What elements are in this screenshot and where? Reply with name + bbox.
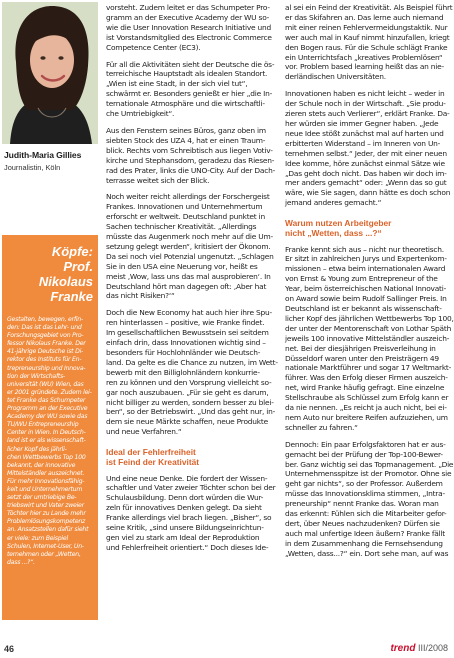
- issue-label: III/2008: [417, 643, 448, 653]
- article-column-2: [285, 3, 454, 566]
- profile-name: Prof. Nikolaus Franke: [38, 259, 93, 304]
- profile-kicker: Köpfe:: [51, 244, 93, 259]
- author-photo: [2, 2, 98, 144]
- paragraph: Aus den Fenstern seines Büros, ganz oben im siebten Stock des UZA 4, hat er einen Traum- blick. Rechts vom Schreibtisch aus liegen Votiv- kirche und Stephansdom, geradezu das Riesen- rad des Prater, links die UNO-City. Auf der Dach- terrasse weitet sich der Blick.: [106, 125, 276, 185]
- paragraph: al sei ein Feind der Kreativität. Als Beispiel führt er das Skifahren an. Das lerne auch niemand mit einer reinen Fehlervermeidungstaktik. Nur wer auch mal in Kauf nimmt hinzufallen, kriegt den Bogen raus. Für die Schule schlägt Franke ein Unterrichtsfach „kreatives Problemlösen“ vor. Problem based learning heißt das an nie- derländischen Universitäten.: [285, 3, 453, 82]
- magazine-logo: trend: [390, 643, 416, 654]
- article-column-1: [106, 3, 278, 560]
- paragraph: Doch die New Economy hat auch hier ihre Spu- ren hinterlassen – positive, wie Franke findet. Im gesellschaftlichen Bewusstsein sei seitdem einfach drin, dass Innovationen wichtig sind – besonders für Hochlohnländer wie Deutsch- land. Da gelte es die Chance zu nutzen, im Wett- bewerb mit den Billiglohnländern konkurrie- ren zu können und den Vorsprung vielleicht so- gar noch auszubauen. „Für sie geht es darum, nicht billiger zu werden, sondern besser zu blei- ben“, so der Betriebswirt. „Und das geht nur, in- dem sie neue Märkte schaffen, neue Produkte und neue Verfahren.“: [106, 308, 278, 437]
- paragraph: Franke kennt sich aus – nicht nur theoretisch. Er sitzt in zahlreichen Jurys und Expertenkom- missionen – etwa beim internationalen Award von Ernst & Young zum Entrepreneur of the Year, beim österreichischen National Innovati- on Award sowie beim Rudolf Sallinger Preis. In Deutschland ist er bekannt als wissenschaft- licher Kopf des jährlichen Wettbewerbs Top 100, der unter der Mentorenschaft von Lothar Späth jeweils 100 innovative Mittelständler auszeich- net. Bei der diesjährigen Preisverleihung in Düsseldorf waren unter den Preisträgern 49 nationale Marktführer und sogar 17 Weltmarkt- führer. Was den Erfolg dieser Firmen auszeich- net, wird Franke häufig gefragt. Eine einzelne Stellschraube als Schlüssel zum Erfolg kann er da nie nennen. „Es reicht ja auch nicht, bei ei- nem Auto nur breitere Reifen aufzuziehen, um schneller zu fahren.“: [285, 244, 454, 432]
- paragraph: Und eine neue Denke. Die fordert der Wissen- schaftler und Vater zweier Töchter schon bei der Schulausbildung. Denn dort würden die Wur- zeln für innovatives Denken gelegt. Da sieht Franke allerdings viel brach liegen. „Bisher“, so seine Kritik, „sind unsere Bildungseinrichtun- gen viel zu stark am Ideal der Reproduktion und Fehlerfreiheit orientiert.“ Doch dieses Ide-: [106, 473, 276, 552]
- author-name: Judith-Maria Gillies: [4, 150, 82, 160]
- paragraph: Für all die Aktivitäten sieht der Deutsche die ös- terreichische Hauptstadt als idealen Standort. „Wien ist eine Stadt, in der sich viel tut“, schwärmt er. Besonders genießt er hier „die In- ternationale Atmosphäre und die wirtschaftli- che Umtriebigkeit“.: [106, 59, 275, 119]
- paragraph: vorsteht. Zudem leitet er das Schumpeter Pro- gramm an der Executive Academy der WU so- wie die User Innovation Research Initiative und ist Vorstandsmitglied des Electronic Commerce Competence Center (EC3).: [106, 3, 272, 52]
- section-subhead: Warum nutzen Arbeitgeber nicht „Wetten, dass ...?“: [285, 218, 392, 239]
- author-portrait-image: [2, 2, 98, 144]
- paragraph: Innovationen haben es nicht leicht – weder in der Schule noch in der Wirtschaft. „Sie produ- zieren stets auch Verlierer“, erklärt Franke. Da- her würden sie immer Gegner haben. „Jede neue Idee stößt zunächst mal auf harten und erbitterten Widerstand – im Inneren von Un- ternehmen selbst.“ Jeder, der mit einer neuen Idee komme, höre zunächst einmal Sätze wie „Das geht doch nicht. Das haben wir doch im- mer anders gemacht“ oder: „Wenn das so gut wäre, wie Sie sagen, dann hätte es doch schon jemand anderes gemacht.“: [285, 89, 451, 208]
- profile-text: Gestalten, bewegen, erfin- den: Das ist das Lehr- und Forschungsgebiet von Pro- fessor Nikolaus Franke. Der 41-jährige Deutsche ist Di- rektor des Instituts für En- trepreneurship und Innova- tion der Wirtschafts- universität (WU) Wien, das er 2001 gründete. Zudem lei- tet Franke das Schumpeter Programm an der Executive Academy der WU sowie das TU/WU Entrepreneurship Center in Wien. In Deutsch- land ist er als wissenschaft- licher Kopf des jährli- chen Wettbewerbs Top 100 bekannt, der innovative Mittelständler auszeichnet. Für mehr Innovationsfähig- keit und Unternehmertum setzt der umtriebige Be- triebswirt und Vater zweier Töchter hier zu Lande mehr Problemlösungskompetenz an. Ansatzstellen dafür sieht er viele: zum Beispiel Schulen, Internet-User, Un- ternehmen oder „Wetten, dass ...?“.: [7, 316, 92, 566]
- sidebar: [0, 0, 98, 640]
- paragraph: Dennoch: Ein paar Erfolgsfaktoren hat er aus- gemacht bei der Prüfung der Top-100-Bewer- ber. Ganz wichtig sei das Topmanagement. „Die Unternehmensspitze ist der Promotor. Ohne sie geht gar nichts“, so der Professor. Außerdem müsse das Innovationsklima stimmen, „Intra- preneurship“ nennt Franke das. Woran man das erkennt: Fühlen sich die Mitarbeiter gefor- dert, über Neues nachzudenken? Dürfen sie auch mal unfertige Ideen äußern? Franke fällt in dem Zusammenhang die Fernsehsendung „Wetten, dass...?“ ein. Dort sehe man, auf was: [285, 439, 454, 558]
- section-subhead: Ideal der Fehlerfreiheit ist Feind der Kreativität: [106, 447, 200, 468]
- author-role: Journalistin, Köln: [4, 163, 61, 172]
- page-number: 46: [4, 644, 15, 654]
- paragraph: Noch weiter reicht allerdings der Forschergeist Frankes. Innovationen und Unternehmertum erforscht er weltweit. Deutschland punktet in Sachen technischer Kreativität. „Allerdings müsste das Augenmerk noch mehr auf die Um- setzung gelegt werden“, kritisiert der Ökonom. Da sei noch viel Potenzial ungenutzt. „Schlagen Sie in den USA eine Neuerung vor, heißt es meist ‚Wow, lass uns das mal ausprobieren‘. In Deutschland hört man dagegen oft: ‚Aber hat das nicht Risiken?‘“: [106, 192, 274, 301]
- magazine-footer: [390, 643, 448, 654]
- profile-box: [2, 235, 98, 620]
